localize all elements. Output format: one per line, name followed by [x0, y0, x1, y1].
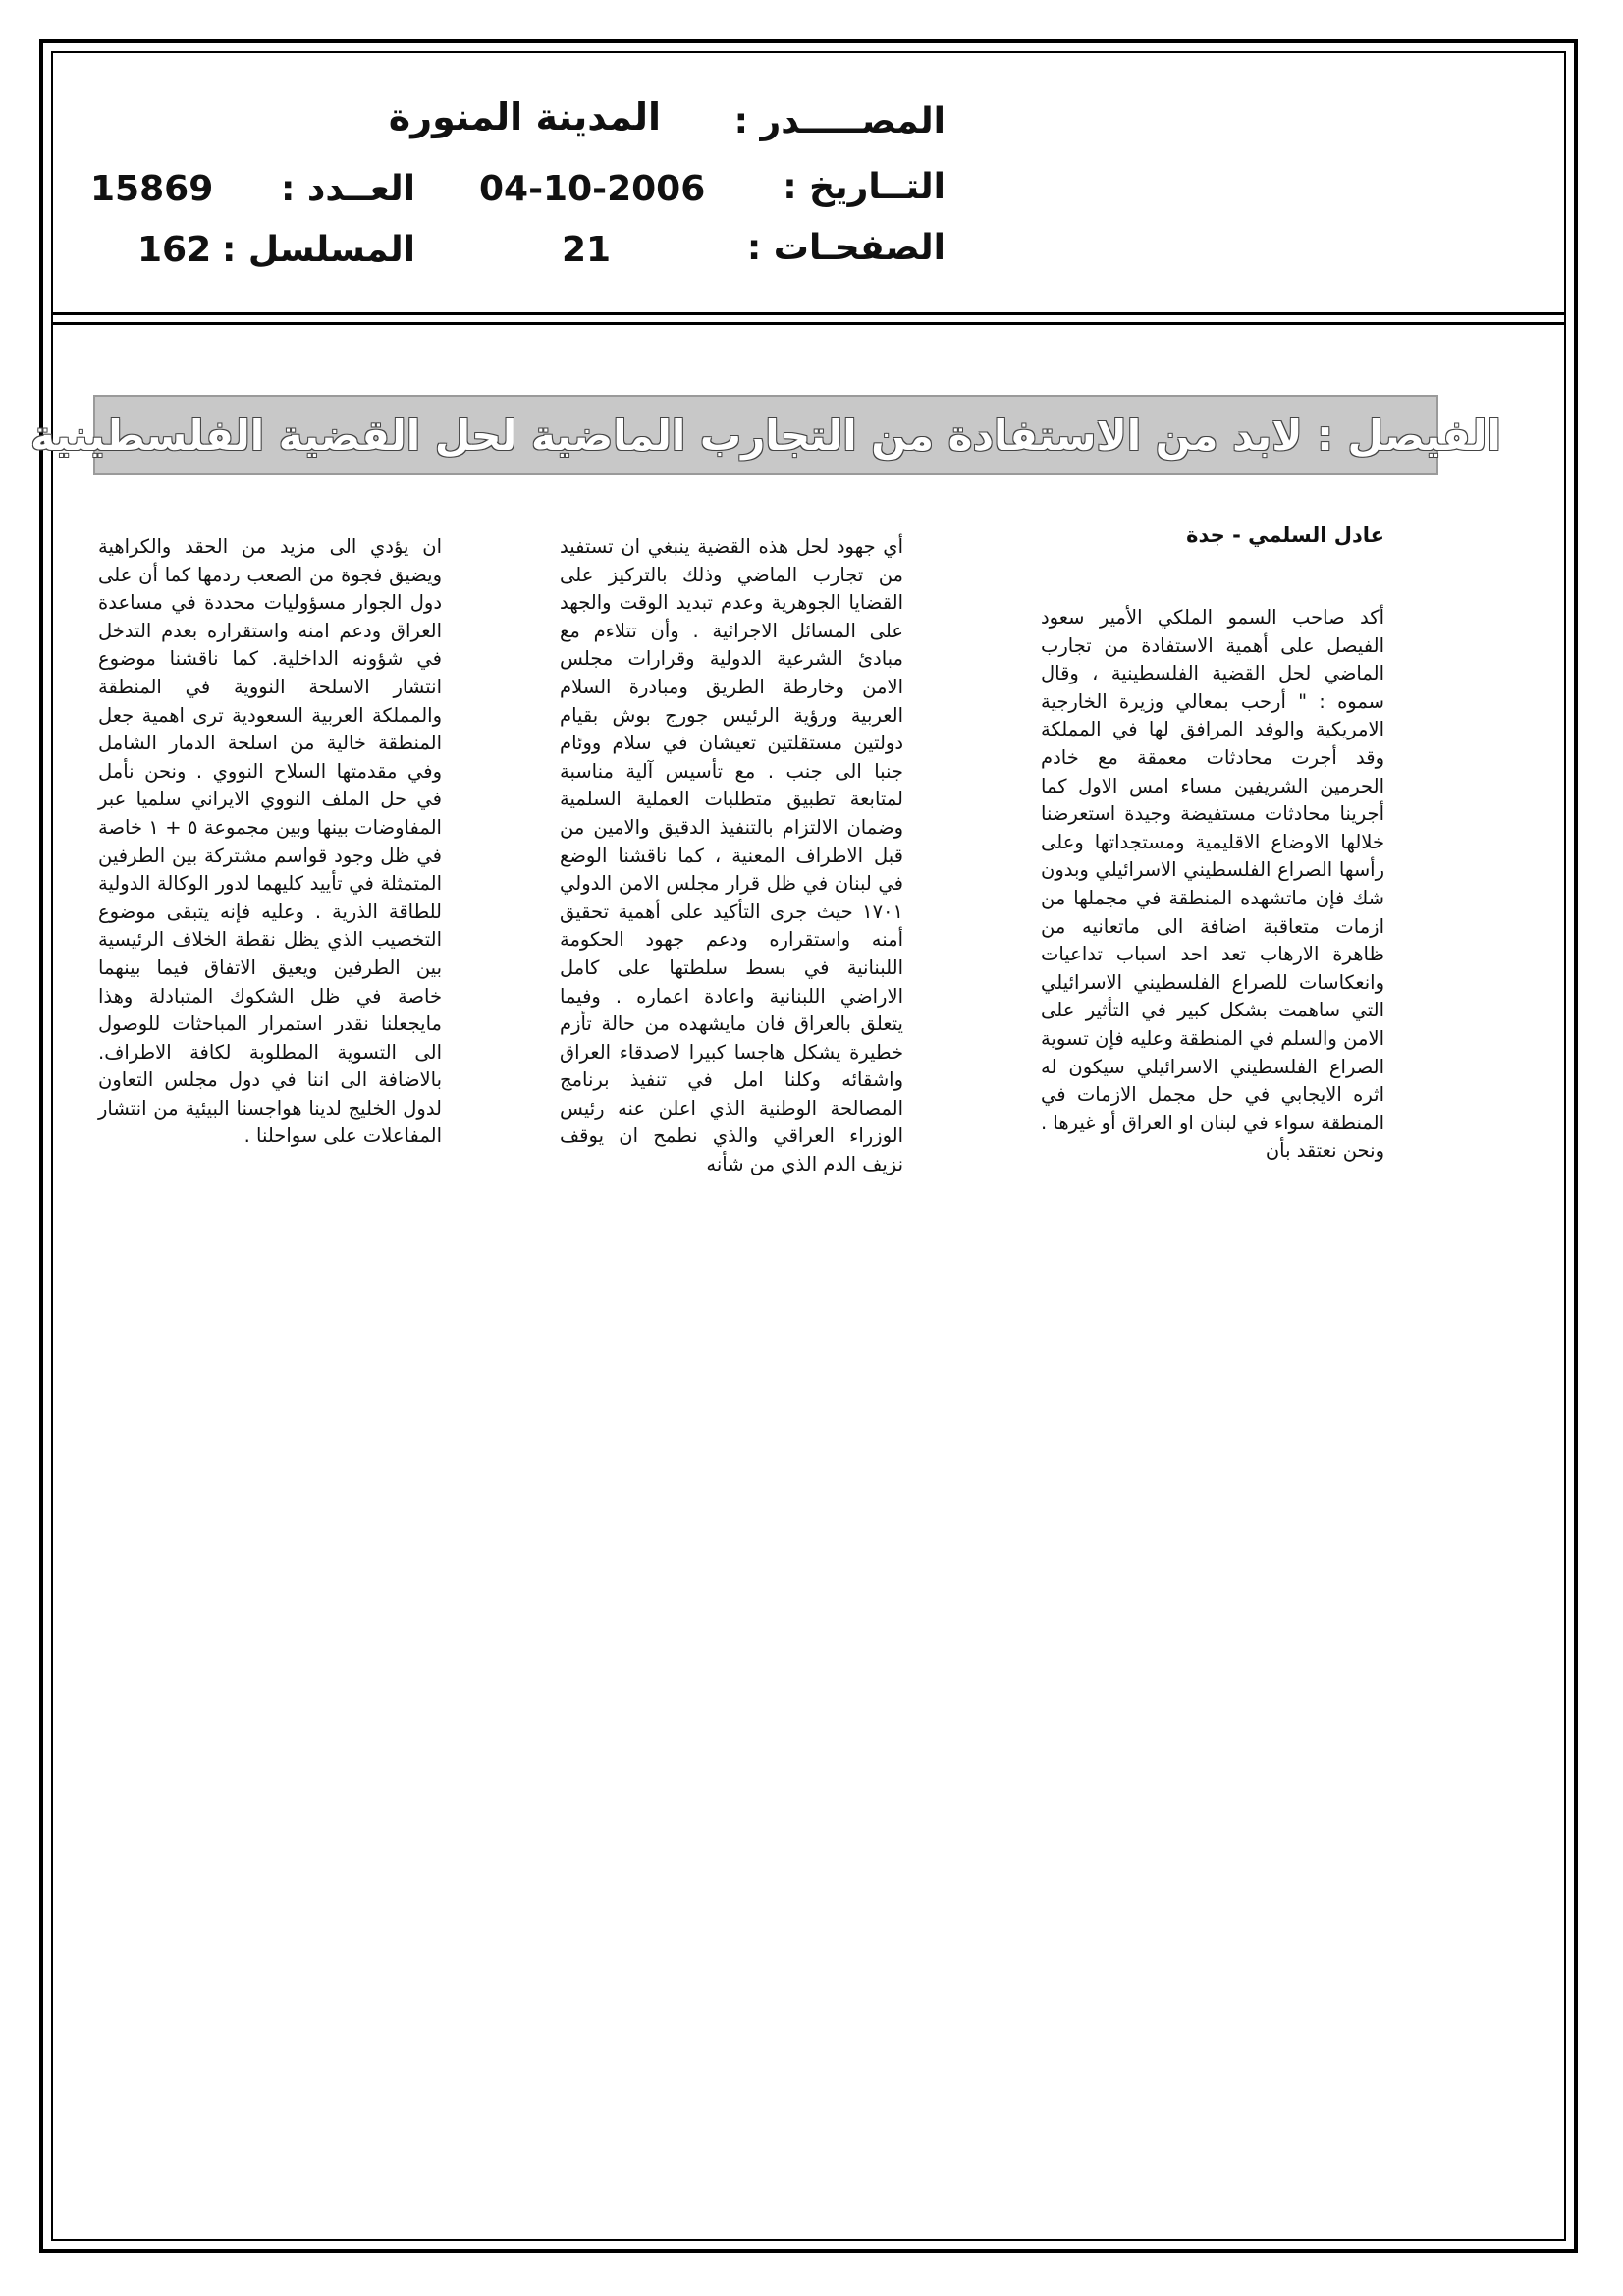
- article-headline: الفيصل : لابد من الاستفادة من التجارب الماضية لحل القضية الفلسطينية: [30, 410, 1501, 460]
- article-column-left: ان يؤدي الى مزيد من الحقد والكراهية ويضيق فجوة من الصعب ردمها كما أن على دول الجوار مسؤوليات محددة في مساعدة العراق ودعم امنه واستقراره بعدم التدخل في شؤونه الداخلية. كما ناقشنا موضوع انتشار الاسلحة النووية في المنطقة والمملكة العربية السعودية ترى اهمية جعل المنطقة خالية من اسلحة الدمار الشامل وفي مقدمتها السلاح النووي . ونحن نأمل في حل الملف النووي الايراني سلميا عبر المفاوضات بينها وبين مجموعة ٥ + ١ خاصة في ظل وجود قواسم مشتركة بين الطرفين المتمثلة في تأييد كليهما لدور الوكالة الدولية للطاقة الذرية . وعليه فإنه يتبقى موضوع التخصيب الذي يظل نقطة الخلاف الرئيسية بين الطرفين ويعيق الاتفاق فيما بينهما خاصة في ظل الشكوك المتبادلة وهذا مايجعلنا نقدر استمرار المباحثات للوصول الى التسوية المطلوبة لكافة الاطراف. بالاضافة الى اننا في دول مجلس التعاون لدول الخليج لدينا هواجسنا البيئية من انتشار المفاعلات على سواحلنا .: [98, 535, 442, 1148]
- issue-label: العــدد :: [281, 169, 415, 209]
- source-value: المدينة المنورة: [388, 95, 661, 138]
- article-byline: عادل السلمي - جدة: [1186, 523, 1384, 547]
- issue-value: 15869: [90, 169, 214, 209]
- serial-value: 162: [137, 230, 212, 270]
- date-value: 04-10-2006: [479, 169, 706, 209]
- serial-label: المسلسل :: [221, 230, 415, 270]
- header-divider-second: [51, 322, 1566, 325]
- date-label: التــاريخ :: [783, 167, 946, 207]
- header-divider: [51, 312, 1566, 315]
- source-label: المصـــــدر :: [733, 101, 946, 141]
- article-headline-banner: [30, 395, 1501, 475]
- pages-label: الصفحـات :: [746, 228, 946, 268]
- pages-value: 21: [562, 230, 612, 270]
- article-column-right: أكد صاحب السمو الملكي الأمير سعود الفيصل على أهمية الاستفادة من تجارب الماضي لحل القضية الفلسطينية ، وقال سموه : " أرحب بمعالي وزيرة الخارجية الامريكية والوفد المرافق لها في المملكة وقد أجرت محادثات معمقة مع خادم الحرمين الشريفين مساء امس الاول كما أجرينا محادثات مستفيضة وجيدة استعرضنا خلالها الاوضاع الاقليمية ومستجداتها وعلى رأسها الصراع الفلسطيني الاسرائيلي وبدون شك فإن ماتشهده المنطقة في مجملها من ازمات متعاقبة اضافة الى ماتعانيه من ظاهرة الارهاب تعد احد اسباب تداعيات وانعكاسات للصراع الفلسطيني الاسرائيلي التي ساهمت بشكل كبير في التأثير على الامن والسلم في المنطقة وعليه فإن تسوية الصراع الفلسطيني الاسرائيلي سيكون له اثره الايجابي في حل مجمل الازمات في المنطقة سواء في لبنان او العراق أو غيرها . ونحن نعتقد بأن: [1041, 606, 1384, 1163]
- article-column-middle: أي جهود لحل هذه القضية ينبغي ان تستفيد من تجارب الماضي وذلك بالتركيز على القضايا الجوهرية وعدم تبديد الوقت والجهد على المسائل الاجرائية . وأن تتلاءم مع مبادئ الشرعية الدولية وقرارات مجلس الامن وخارطة الطريق ومبادرة السلام العربية ورؤية الرئيس جورج بوش بقيام دولتين مستقلتين تعيشان في سلام ووئام جنبا الى جنب . مع تأسيس آلية مناسبة لمتابعة تطبيق متطلبات العملية السلمية وضمان الالتزام بالتنفيذ الدقيق والامين من قبل الاطراف المعنية ، كما ناقشنا الوضع في لبنان في ظل قرار مجلس الامن الدولي ١٧٠١ حيث جرى التأكيد على أهمية تحقيق أمنه واستقراره ودعم جهود الحكومة اللبنانية في بسط سلطتها على كامل الاراضي اللبنانية واعادة اعماره . وفيما يتعلق بالعراق فان مايشهده من حالة تأزم خطيرة يشكل هاجسا كبيرا لاصدقاء العراق واشقائه وكلنا امل في تنفيذ برنامج المصالحة الوطنية الذي اعلن عنه رئيس الوزراء العراقي والذي نطمح ان يوقف نزيف الدم الذي من شأنه: [560, 535, 903, 1176]
